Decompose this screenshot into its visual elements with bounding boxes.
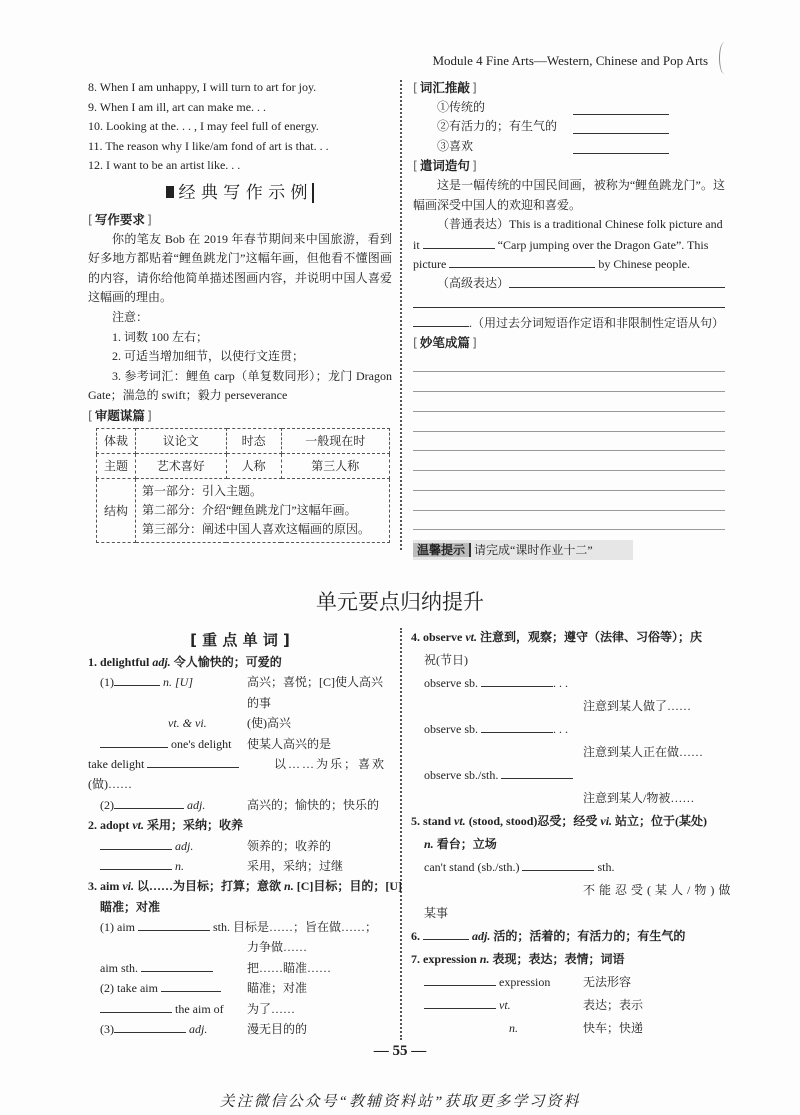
word-form-row bbox=[88, 836, 392, 856]
table-cell: 议论文 bbox=[136, 428, 227, 453]
table-cell: 结构 bbox=[97, 478, 136, 542]
footer-note: 关注微信公众号“教辅资料站”获取更多学习资料 bbox=[219, 1094, 581, 1110]
word-form-row bbox=[411, 672, 725, 695]
word-form-row bbox=[88, 917, 392, 937]
vocab-text: ②有活力的；有生气的 bbox=[437, 119, 558, 134]
pos: adj. bbox=[187, 797, 206, 812]
text: can't stand (sb./sth.) bbox=[424, 860, 520, 874]
pos: n. [U] bbox=[163, 675, 194, 690]
meaning: 力争做…… bbox=[247, 940, 308, 955]
text: observe sb./sth. bbox=[424, 768, 499, 782]
heading-bar bbox=[312, 183, 314, 203]
meaning: 高兴的；愉快的；快乐的 bbox=[247, 797, 380, 812]
headword: 7. expression bbox=[411, 952, 477, 966]
answer-blank[interactable] bbox=[114, 795, 184, 809]
word-entry-header bbox=[411, 925, 725, 948]
vocab-item bbox=[413, 117, 725, 137]
answer-blank[interactable] bbox=[423, 235, 495, 249]
text: observe sb. bbox=[424, 722, 478, 736]
column-divider bbox=[400, 628, 402, 1040]
writing-requirement-text: 你的笔友 Bob 在 2019 年春节期间来中国旅游，看到好多地方都贴着“鲤鱼跳龙门”这幅年画，但他看不懂图画的内容，请你给他简单描述图画内容，并说明中国人喜爱这幅画的理由。 bbox=[88, 231, 392, 305]
text: sth. bbox=[597, 860, 615, 874]
answer-blank[interactable] bbox=[147, 754, 239, 768]
table-cell: 时态 bbox=[226, 428, 281, 453]
vocab-text: ③喜欢 bbox=[437, 138, 474, 153]
headword: 3. aim bbox=[88, 879, 120, 894]
normal-expression-line bbox=[413, 235, 725, 255]
word-form-row bbox=[88, 958, 392, 978]
definition: 瞄准；对准 bbox=[100, 899, 161, 914]
word-form-row bbox=[411, 879, 735, 902]
table-row bbox=[97, 478, 390, 542]
advanced-expression-line bbox=[413, 313, 725, 333]
meaning: 漫无目的的 bbox=[247, 1022, 308, 1037]
normal-expression: （普通表达）This is a traditional Chinese folk picture and bbox=[437, 217, 723, 232]
plan-table bbox=[96, 428, 390, 543]
left-column-bottom bbox=[88, 628, 403, 1039]
text: the aim of bbox=[175, 1001, 224, 1016]
tip-box bbox=[413, 540, 633, 560]
word-form-row bbox=[88, 693, 392, 713]
definition: (stood, stood)忍受；经受 bbox=[468, 814, 598, 828]
word-entry-header bbox=[411, 948, 725, 971]
table-cell bbox=[136, 478, 390, 542]
pos: n. bbox=[509, 1021, 518, 1035]
table-row bbox=[97, 453, 390, 478]
key-words-heading: [ 重 点 单 词 ] bbox=[190, 631, 290, 649]
definition: [C]目标；目的；[U] bbox=[296, 879, 403, 894]
meaning: 不能忍受(某人/物)做 bbox=[583, 883, 735, 897]
right-column-bottom bbox=[411, 626, 735, 1040]
structure-line: 第二部分：介绍“鲤鱼跳龙门”这幅年画。 bbox=[142, 502, 357, 517]
pos: n. bbox=[175, 858, 184, 873]
meaning: 瞄准；对准 bbox=[247, 981, 308, 996]
pos: vt. & vi. bbox=[168, 716, 207, 731]
meaning: 高兴；喜悦；[C]使人高兴 bbox=[247, 675, 383, 690]
heading-text: 重 点 单 词 bbox=[202, 631, 278, 649]
sentence-line: 12. I want to be an artist like. . . bbox=[88, 158, 241, 173]
text: .（用过去分词短语作定语和非限制性定语从句） bbox=[469, 316, 725, 331]
definition: 注意到，观察；遵守（法律、习俗等）；庆 bbox=[480, 630, 703, 644]
note-item: 3. 参考词汇：鲤鱼 carp（单复数同形）；龙门 Dragon Gate；湍急的 swift；毅力 perseverance bbox=[88, 368, 392, 403]
word-form-row bbox=[88, 1019, 392, 1039]
composition-label: [ 妙笔成篇 ] bbox=[413, 333, 477, 353]
vocab-item bbox=[413, 98, 725, 118]
pos: vi. bbox=[600, 814, 613, 828]
text: “Carp jumping over the Dragon Gate”. This bbox=[497, 237, 709, 252]
answer-blank[interactable] bbox=[100, 836, 172, 850]
word-form-row bbox=[88, 754, 392, 774]
page-number: — 55 — bbox=[373, 1043, 427, 1059]
headword: 1. delightful bbox=[88, 655, 150, 669]
answer-blank[interactable] bbox=[114, 1019, 186, 1033]
structure-line: 第一部分：引入主题。 bbox=[142, 483, 263, 498]
text: aim sth. bbox=[100, 960, 138, 975]
column-divider bbox=[400, 80, 402, 550]
answer-blank[interactable] bbox=[522, 857, 594, 871]
meaning: 使某人高兴的是 bbox=[247, 736, 332, 751]
text: (2) bbox=[100, 797, 114, 812]
answer-blank[interactable] bbox=[100, 734, 168, 748]
word-form-row bbox=[411, 718, 725, 741]
definition: 活的；活着的；有活力的；有生气的 bbox=[493, 929, 686, 943]
advanced-expression-line bbox=[413, 274, 725, 294]
table-cell: 体裁 bbox=[97, 428, 136, 453]
vocab-text: ①传统的 bbox=[437, 99, 486, 114]
word-form-row bbox=[88, 856, 392, 876]
text: it bbox=[413, 237, 420, 252]
word-entry-header bbox=[411, 810, 725, 833]
headword: 2. adopt bbox=[88, 818, 130, 833]
answer-blank[interactable] bbox=[413, 313, 469, 327]
plan-label: [ 审题谋篇 ] bbox=[88, 406, 152, 426]
meaning: 领养的；收养的 bbox=[247, 838, 332, 853]
word-entry-header bbox=[411, 626, 725, 649]
word-entry-header bbox=[88, 815, 392, 835]
meaning: 注意到某人正在做…… bbox=[583, 745, 704, 759]
pos: n. bbox=[479, 952, 490, 966]
note-label: 注意： bbox=[112, 309, 149, 324]
text: by Chinese people. bbox=[598, 257, 690, 272]
vocab-item bbox=[413, 137, 725, 157]
word-form-row bbox=[411, 764, 725, 787]
text: expression bbox=[499, 975, 551, 989]
table-cell: 艺术喜好 bbox=[136, 453, 227, 478]
meaning: 把……瞄准…… bbox=[247, 960, 332, 975]
meaning: 的事 bbox=[247, 695, 272, 710]
meaning: 采用，采纳；过继 bbox=[247, 858, 344, 873]
definition: 表现；表达；表情；词语 bbox=[492, 952, 625, 966]
sentence-prompt: 这是一幅传统的中国民间画，被称为“鲤鱼跳龙门”。这幅画深受中国人的欢迎和喜爱。 bbox=[413, 177, 725, 212]
word-form-row bbox=[411, 1017, 725, 1040]
normal-expression-line bbox=[413, 254, 725, 274]
word-form-row bbox=[411, 994, 725, 1017]
text: （高级表达） bbox=[437, 275, 510, 290]
word-form-row bbox=[88, 999, 392, 1019]
meaning: 注意到某人做了…… bbox=[583, 699, 692, 713]
definition: 令人愉快的；可爱的 bbox=[173, 655, 282, 669]
meaning: 快车；快递 bbox=[583, 1021, 644, 1035]
text: (2) take aim bbox=[100, 981, 158, 996]
meaning: (做)…… bbox=[88, 777, 132, 792]
pos: vt. bbox=[465, 630, 477, 644]
text: take delight bbox=[88, 756, 145, 771]
meaning: 目标是……；旨在做……； bbox=[233, 920, 378, 935]
answer-blank[interactable] bbox=[423, 926, 469, 940]
word-form-row bbox=[411, 787, 725, 810]
word-form-row bbox=[88, 713, 392, 733]
word-entry-header bbox=[88, 876, 403, 896]
definition: 站立；位于(某处) bbox=[615, 814, 708, 828]
pos: n. bbox=[284, 879, 294, 894]
answer-blank[interactable] bbox=[449, 254, 595, 268]
sentence-line: 11. The reason why I like/am fond of art is that. . . bbox=[88, 138, 329, 153]
answer-blank[interactable] bbox=[138, 917, 210, 931]
table-cell: 第三人称 bbox=[281, 453, 389, 478]
sentence-line: 8. When I am unhappy, I will turn to art for joy. bbox=[88, 80, 317, 94]
pos: adj. bbox=[175, 838, 194, 853]
unit-summary-title: 单元要点归纳提升 bbox=[316, 590, 484, 614]
sentence-line: 9. When I am ill, art can make me. . . bbox=[88, 99, 267, 114]
vocab-label: [ 词汇推敲 ] bbox=[413, 78, 477, 98]
definition: 以……为目标；打算；意欲 bbox=[137, 879, 282, 894]
advanced-expression-line bbox=[413, 294, 725, 314]
answer-blank[interactable] bbox=[481, 719, 553, 733]
word-form-row bbox=[411, 741, 725, 764]
meaning: 以……为乐；喜欢 bbox=[274, 756, 387, 771]
answer-blank[interactable] bbox=[114, 672, 160, 686]
word-form-row bbox=[88, 734, 392, 754]
answer-blank[interactable] bbox=[481, 673, 553, 687]
right-column-top bbox=[413, 78, 725, 560]
note-item: 1. 词数 100 左右； bbox=[112, 329, 209, 344]
definition: 祝(节日) bbox=[424, 653, 468, 667]
sentence-label: [ 遣词造句 ] bbox=[413, 156, 477, 176]
word-form-row bbox=[411, 695, 725, 718]
answer-blank[interactable] bbox=[141, 958, 213, 972]
definition: 采用；采纳；收养 bbox=[147, 818, 244, 833]
heading-marker-icon bbox=[166, 186, 174, 198]
table-cell: 人称 bbox=[226, 453, 281, 478]
meaning: 表达；表示 bbox=[583, 998, 644, 1012]
meaning: 注意到某人/物被…… bbox=[583, 791, 695, 805]
word-form-row bbox=[88, 937, 392, 957]
definition: 看台；立场 bbox=[436, 837, 497, 851]
table-cell: 一般现在时 bbox=[281, 428, 389, 453]
headword: 5. stand bbox=[411, 814, 452, 828]
answer-blank[interactable] bbox=[573, 120, 669, 134]
text: (1) bbox=[100, 675, 114, 690]
word-form-row bbox=[411, 971, 725, 994]
text: . . . bbox=[553, 722, 568, 736]
sentence-line: 10. Looking at the. . . , I may feel full of energy. bbox=[88, 119, 319, 134]
tip-text: 请完成“课时作业十二” bbox=[474, 543, 593, 558]
text: (1) aim bbox=[100, 920, 135, 935]
section-heading-text: 经 典 写 作 示 例 bbox=[178, 182, 308, 203]
definition-line bbox=[411, 833, 725, 856]
text: . . . bbox=[553, 676, 568, 690]
header-bracket-decoration bbox=[719, 42, 730, 74]
answer-blank[interactable] bbox=[100, 856, 172, 870]
pos: adj. bbox=[152, 655, 171, 669]
answer-blank[interactable] bbox=[424, 972, 496, 986]
word-form-row bbox=[411, 856, 725, 879]
left-column-top bbox=[88, 78, 392, 543]
text: observe sb. bbox=[424, 676, 478, 690]
section-heading bbox=[88, 176, 392, 210]
pos: adj. bbox=[189, 1022, 208, 1037]
answer-blank[interactable] bbox=[413, 294, 725, 308]
pos: vt. bbox=[132, 818, 145, 833]
meaning: 无法形容 bbox=[583, 975, 632, 989]
headword: 6. bbox=[411, 929, 420, 943]
answer-blank[interactable] bbox=[501, 765, 573, 779]
pos: vt. bbox=[454, 814, 466, 828]
answer-blank[interactable] bbox=[573, 140, 669, 154]
answer-blank[interactable] bbox=[424, 995, 496, 1009]
text: sth. bbox=[213, 920, 231, 935]
note-item: 2. 可适当增加细节，以使行文连贯； bbox=[112, 349, 305, 364]
answer-blank[interactable] bbox=[100, 999, 172, 1013]
pos: vt. bbox=[499, 998, 511, 1012]
word-form-row bbox=[88, 978, 392, 998]
answer-blank[interactable] bbox=[509, 274, 725, 288]
answer-blank[interactable] bbox=[573, 101, 669, 115]
answer-blank[interactable] bbox=[161, 978, 221, 992]
pos: adj. bbox=[472, 929, 491, 943]
pos: vi. bbox=[122, 879, 135, 894]
headword: 4. observe bbox=[411, 630, 463, 644]
table-row bbox=[97, 428, 390, 453]
text: (3) bbox=[100, 1022, 114, 1037]
word-entry-header bbox=[88, 652, 392, 672]
meaning: 为了…… bbox=[247, 1001, 296, 1016]
composition-area[interactable] bbox=[413, 352, 725, 530]
table-cell: 主题 bbox=[97, 453, 136, 478]
text: one's delight bbox=[171, 736, 232, 751]
tip-label: 温馨提示 bbox=[413, 543, 471, 557]
text: picture bbox=[413, 257, 447, 272]
structure-line: 第三部分：阐述中国人喜欢这幅画的原因。 bbox=[142, 521, 371, 536]
word-form-row bbox=[88, 795, 392, 815]
meaning: (使)高兴 bbox=[247, 716, 291, 731]
writing-requirement-label: [ 写作要求 ] bbox=[88, 210, 152, 230]
meaning: 某事 bbox=[424, 906, 449, 920]
pos: n. bbox=[424, 837, 434, 851]
word-form-row bbox=[88, 672, 392, 692]
running-header: Module 4 Fine Arts—Western, Chinese and Pop Arts bbox=[432, 53, 708, 68]
